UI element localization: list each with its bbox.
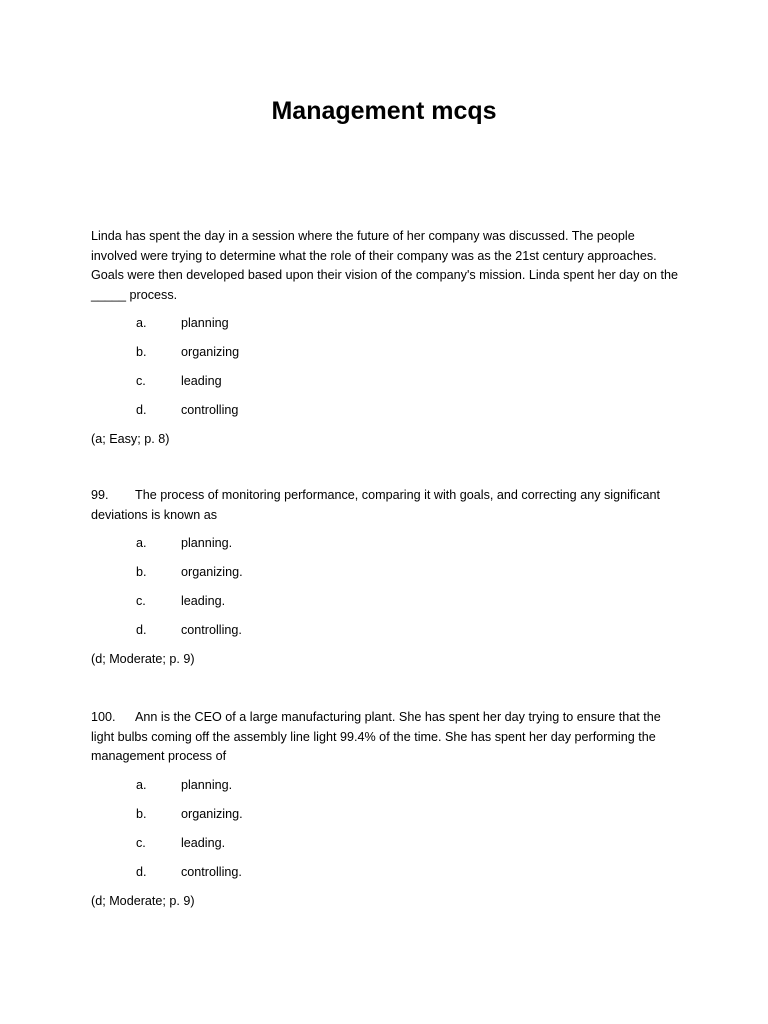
answer-key: (d; Moderate; p. 9) [91, 893, 195, 908]
option-text: planning. [181, 777, 233, 792]
option-text: organizing [181, 345, 240, 359]
option-text: leading. [181, 835, 226, 850]
option-letter: b. [136, 806, 147, 821]
option-list [91, 534, 681, 650]
option-text: leading [181, 374, 222, 388]
option-letter: d. [136, 403, 147, 417]
option-text: organizing. [181, 565, 243, 579]
option-letter: c. [136, 835, 146, 850]
option-list [91, 776, 681, 892]
question-number: 100. [91, 710, 116, 724]
option-text: planning. [181, 536, 233, 550]
option-item [91, 621, 681, 650]
option-letter: a. [136, 316, 147, 330]
question-text [91, 486, 681, 525]
option-letter: d. [136, 623, 147, 637]
option-item [91, 805, 681, 834]
option-text: leading. [181, 594, 226, 608]
page-title: Management mcqs [271, 97, 497, 125]
option-text: planning [181, 316, 229, 330]
option-item [91, 834, 681, 863]
question-number: 99. [91, 488, 109, 502]
option-item [91, 592, 681, 621]
question-block [91, 227, 681, 449]
option-text: controlling. [181, 864, 242, 879]
option-letter: b. [136, 345, 147, 359]
question-body: Linda has spent the day in a session where the future of her company was discussed. The people involved were trying to determine what the role of their company was as the 21st century approaches. Goals were then developed based upon their vision of the company's mission. Linda spent her day on the _____ process. [91, 229, 678, 302]
option-list [91, 314, 681, 430]
option-letter: a. [136, 777, 147, 792]
option-text: controlling. [181, 623, 242, 637]
question-text [91, 227, 681, 305]
option-text: organizing. [181, 806, 243, 821]
option-letter: c. [136, 594, 146, 608]
option-item [91, 563, 681, 592]
option-item [91, 343, 681, 372]
question-text [91, 708, 681, 767]
question-body: The process of monitoring performance, comparing it with goals, and correcting any significant deviations is known as [91, 488, 660, 522]
option-text: controlling [181, 403, 239, 417]
question-block [91, 708, 681, 911]
question-block [91, 486, 681, 669]
question-body: Ann is the CEO of a large manufacturing plant. She has spent her day trying to ensure that the light bulbs coming off the assembly line light 99.4% of the time. She has spent her day performing the management process of [91, 710, 661, 763]
answer-key: (d; Moderate; p. 9) [91, 652, 195, 666]
option-item [91, 372, 681, 401]
option-letter: c. [136, 374, 146, 388]
option-item [91, 401, 681, 430]
option-item [91, 776, 681, 805]
option-letter: b. [136, 565, 147, 579]
option-letter: d. [136, 864, 147, 879]
answer-key: (a; Easy; p. 8) [91, 432, 170, 446]
option-item [91, 863, 681, 892]
option-item [91, 534, 681, 563]
option-item [91, 314, 681, 343]
option-letter: a. [136, 536, 147, 550]
